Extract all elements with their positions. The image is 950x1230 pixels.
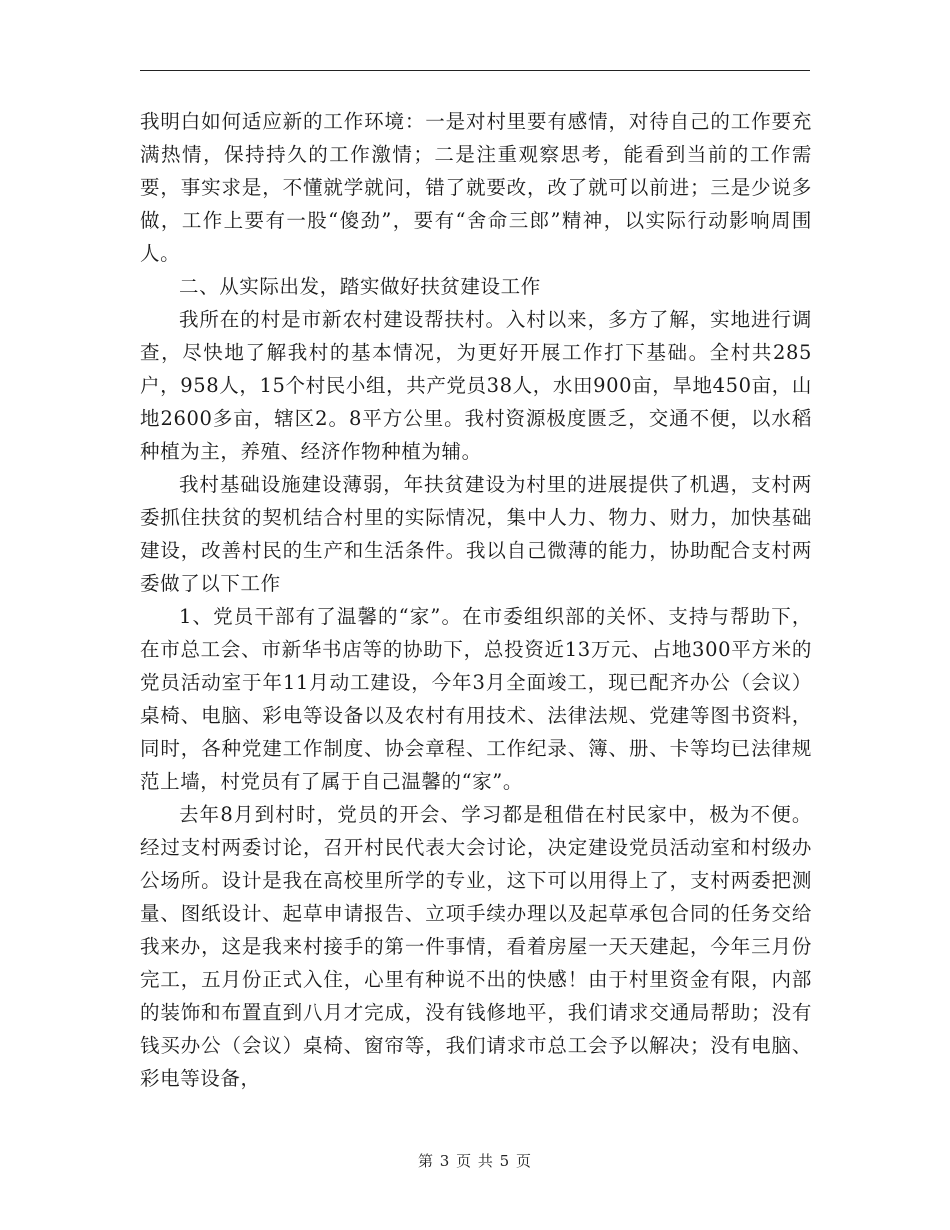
section-heading: 二、从实际出发，踏实做好扶贫建设工作 bbox=[179, 275, 541, 298]
paragraph-2: 我所在的村是市新农村建设帮扶村。入村以来，多方了解，实地进行调查，尽快地了解我村的基本情况，为更好开展工作打下基础。全村共285户，958人，15个村民小组，共产党员38人，水田900亩，旱地450亩，山地2600多亩，辖区2。8平方公里。我村资源极度匮乏，交通不便，以水稻种植为主，养殖、经济作物种植为辅。 bbox=[140, 308, 812, 463]
paragraph-1: 我明白如何适应新的工作环境：一是对村里要有感情，对待自己的工作要充满热情，保持持久的工作激情；二是注重观察思考，能看到当前的工作需要，事实求是，不懂就学就问，错了就要改，改了就可以前进；三是少说多做，工作上要有一股“傻劲”，要有“舍命三郎”精神，以实际行动影响周围人。 bbox=[140, 110, 812, 265]
document-body bbox=[140, 105, 812, 1095]
page-number-footer: 第 3 页 共 5 页 bbox=[418, 1152, 532, 1170]
header-rule bbox=[140, 70, 810, 71]
paragraph-5: 去年8月到村时，党员的开会、学习都是租借在村民家中，极为不便。经过支村两委讨论，召开村民代表大会讨论，决定建设党员活动室和村级办公场所。设计是我在高校里所学的专业，这下可以用得上了，支村两委把测量、图纸设计、起草申请报告、立项手续办理以及起草承包合同的任务交给我来办，这是我来村接手的第一件事情，看着房屋一天天建起，今年三月份完工，五月份正式入住，心里有种说不出的快感！由于村里资金有限，内部的装饰和布置直到八月才完成，没有钱修地平，我们请求交通局帮助；没有钱买办公（会议）桌椅、窗帘等，我们请求市总工会予以解决；没有电脑、彩电等设备， bbox=[140, 803, 812, 1090]
paragraph-3: 我村基础设施建设薄弱，年扶贫建设为村里的进展提供了机遇，支村两委抓住扶贫的契机结合村里的实际情况，集中人力、物力、财力，加快基础建设，改善村民的生产和生活条件。我以自己微薄的能力，协助配合支村两委做了以下工作 bbox=[140, 473, 812, 595]
paragraph-4: 1、党员干部有了温馨的“家”。在市委组织部的关怀、支持与帮助下，在市总工会、市新华书店等的协助下，总投资近13万元、占地300平方米的党员活动室于年11月动工建设，今年3月全面竣工，现已配齐办公（会议）桌椅、电脑、彩电等设备以及农村有用技术、法律法规、党建等图书资料，同时，各种党建工作制度、协会章程、工作纪录、簿、册、卡等均已法律规范上墙，村党员有了属于自己温馨的“家”。 bbox=[140, 605, 812, 793]
